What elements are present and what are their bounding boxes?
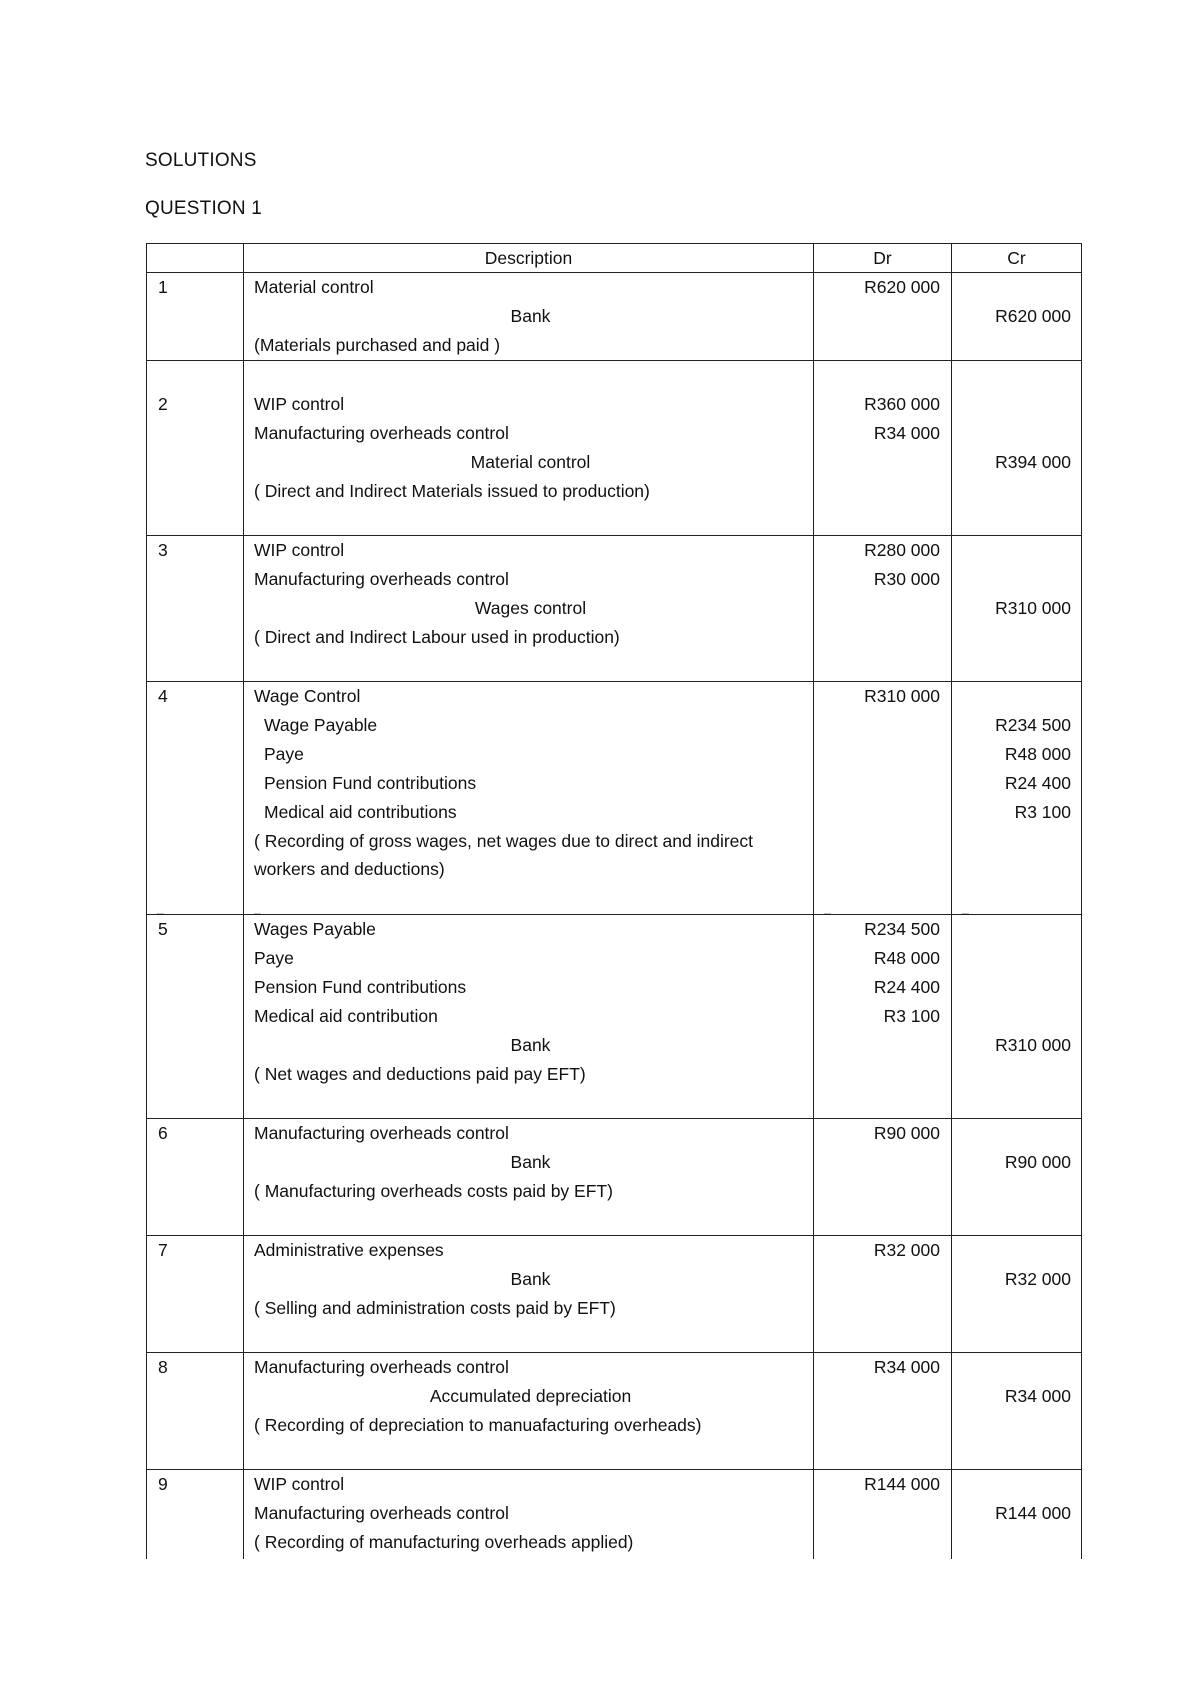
entry-number: 5 [158,919,168,939]
credit-account: Wages control [474,598,587,618]
credit-account: Bank [510,306,551,326]
credit-account: Pension Fund contributions [264,773,477,793]
debit-account: WIP control [254,540,345,560]
debit-account: Wage Control [254,686,361,706]
credit-amount: R3 100 [1014,802,1071,822]
narration: ( Recording of manufacturing overheads applied) [254,1532,634,1552]
credit-amount: R144 000 [995,1503,1071,1523]
table-row [147,536,1082,682]
entry-number: 6 [158,1123,168,1143]
entry-number: 7 [158,1240,168,1260]
credit-amount: R234 500 [995,715,1071,735]
table-row: 4 _ Wage Control Wage Payable Paye Pension Fund contributions Medical aid contributions ( Recording of gross wages, net wages due to direct and indirect workers and deductions) _ R310 000 _ R234 500 R48 000 R24 400 R3 100 _ [147,682,1082,915]
page-heading: SOLUTIONS [145,150,257,171]
entry-number: 3 [158,540,168,560]
credit-account: Material control [470,452,591,472]
table-row [147,915,1082,1119]
debit-amount: R280 000 [864,540,940,560]
entry-number: 8 [158,1357,168,1377]
debit-account: Manufacturing overheads control [254,569,509,589]
header-description: Description [244,244,814,273]
table-header [147,244,1082,273]
question-title: QUESTION 1 [145,198,263,219]
credit-amount: R394 000 [995,452,1071,472]
header-cr: Cr [952,244,1082,273]
entry-number: 2 [158,394,168,414]
credit-amount: R310 000 [995,1035,1071,1055]
debit-account: Manufacturing overheads control [254,1123,509,1143]
debit-amount: R48 000 [873,948,940,968]
debit-amount: R30 000 [873,569,940,589]
credit-account: Bank [510,1152,551,1172]
debit-amount: R32 000 [873,1240,940,1260]
entry-number: 4 [158,686,168,706]
header-num [147,244,244,273]
debit-amount: R144 000 [864,1474,940,1494]
debit-account: Material control [254,277,374,297]
credit-account: Paye [264,744,304,764]
credit-amount: R32 000 [1004,1269,1071,1289]
credit-amount: R48 000 [1004,744,1071,764]
credit-account: Medical aid contributions [264,802,457,822]
debit-amount: R34 000 [873,1357,940,1377]
table-row [147,273,1082,361]
header-dr: Dr [814,244,952,273]
narration: ( Selling and administration costs paid by EFT) [254,1298,616,1318]
credit-amount: R310 000 [995,598,1071,618]
table-row [147,361,1082,536]
table-row [147,1236,1082,1353]
debit-amount: R24 400 [873,977,940,997]
debit-account: Medical aid contribution [254,1006,438,1026]
entry-number: 1 [158,277,168,297]
debit-account: Pension Fund contributions [254,977,467,997]
credit-amount: R24 400 [1004,773,1071,793]
debit-account: Manufacturing overheads control [254,423,509,443]
debit-amount: R3 100 [883,1006,940,1026]
credit-account: Manufacturing overheads control [254,1503,509,1523]
debit-amount: R620 000 [864,277,940,297]
debit-account: Administrative expenses [254,1240,444,1260]
narration: (Materials purchased and paid ) [254,335,501,355]
debit-amount: R90 000 [873,1123,940,1143]
debit-amount: R360 000 [864,394,940,414]
credit-amount: R34 000 [1004,1386,1071,1406]
debit-account: Manufacturing overheads control [254,1357,509,1377]
debit-account: WIP control [254,1474,345,1494]
narration: ( Manufacturing overheads costs paid by EFT) [254,1181,613,1201]
table-row [147,1119,1082,1236]
credit-account: Bank [510,1035,551,1055]
debit-account: WIP control [254,394,345,414]
narration: ( Direct and Indirect Labour used in production) [254,627,620,647]
table-row [147,1353,1082,1470]
debit-amount: R234 500 [864,919,940,939]
debit-account: Wages Payable [254,919,376,939]
narration: ( Recording of gross wages, net wages due to direct and indirect workers and deductions) [254,831,754,879]
credit-amount: R620 000 [995,306,1071,326]
debit-account: Paye [254,948,294,968]
credit-account: Bank [510,1269,551,1289]
credit-amount: R90 000 [1004,1152,1071,1172]
debit-amount: R310 000 [864,686,940,706]
narration: ( Recording of depreciation to manuafacturing overheads) [254,1415,702,1435]
credit-account: Wage Payable [264,715,378,735]
debit-amount: R34 000 [873,423,940,443]
table-row [147,1470,1082,1560]
narration: ( Net wages and deductions paid pay EFT) [254,1064,586,1084]
entry-number: 9 [158,1474,168,1494]
journal-table [146,243,1082,1559]
narration: ( Direct and Indirect Materials issued to production) [254,481,650,501]
credit-account: Accumulated depreciation [429,1386,632,1406]
